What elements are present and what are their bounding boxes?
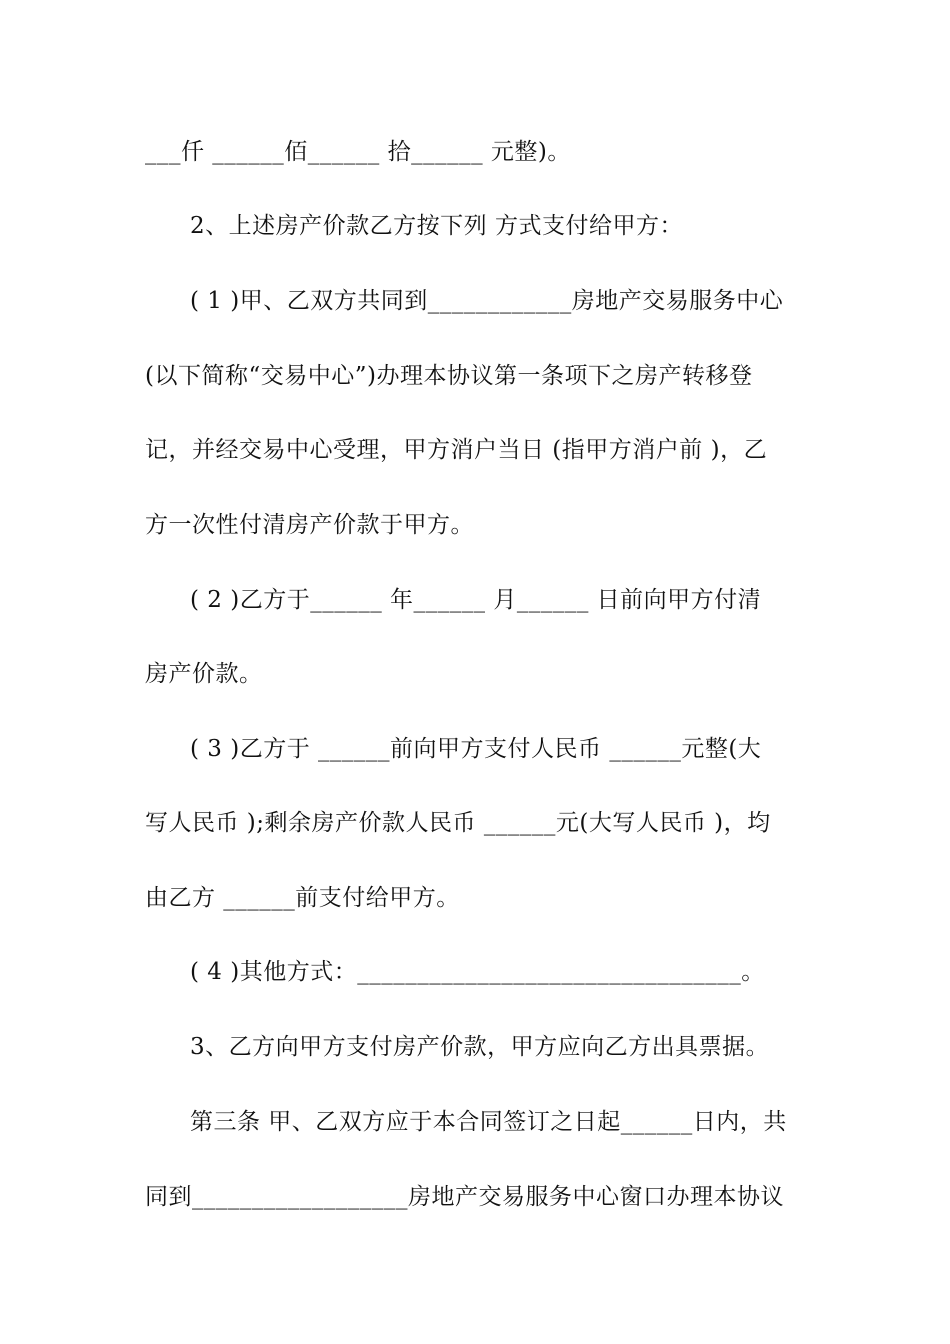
option-1-line-2: (以下简称“交易中心”)办理本协议第一条项下之房产转移登	[145, 363, 753, 389]
option-1-line-1: ( 1 )甲、乙双方共同到____________房地产交易服务中心	[190, 288, 784, 314]
article-3-line-2: 同到__________________房地产交易服务中心窗口办理本协议	[145, 1184, 784, 1210]
option-2-line-1: ( 2 )乙方于______ 年______ 月______ 日前向甲方付清	[190, 587, 762, 613]
option-3-line-3: 由乙方 ______前支付给甲方。	[145, 885, 460, 911]
option-1-line-4: 方一次性付清房产价款于甲方。	[145, 512, 474, 538]
clause-2-payment-method: 2、上述房产价款乙方按下列 方式支付给甲方：	[190, 213, 683, 239]
clause-3-receipt: 3、乙方向甲方支付房产价款，甲方应向乙方出具票据。	[190, 1034, 770, 1060]
option-4-line: ( 4 )其他方式：________________________________。	[190, 959, 765, 985]
article-3-line-1: 第三条 甲、乙双方应于本合同签订之日起______日内，共	[190, 1109, 787, 1135]
option-3-line-1: ( 3 )乙方于 ______前向甲方支付人民币 ______元整(大	[190, 736, 762, 762]
text-line-1: ___仟 ______佰______ 拾______ 元整)。	[145, 139, 571, 165]
option-3-line-2: 写人民币 );剩余房产价款人民币 ______元(大写人民币 )，均	[145, 810, 771, 836]
option-1-line-3: 记，并经交易中心受理，甲方消户当日 (指甲方消户前 )，乙	[145, 437, 768, 463]
option-2-line-2: 房产价款。	[145, 661, 263, 687]
